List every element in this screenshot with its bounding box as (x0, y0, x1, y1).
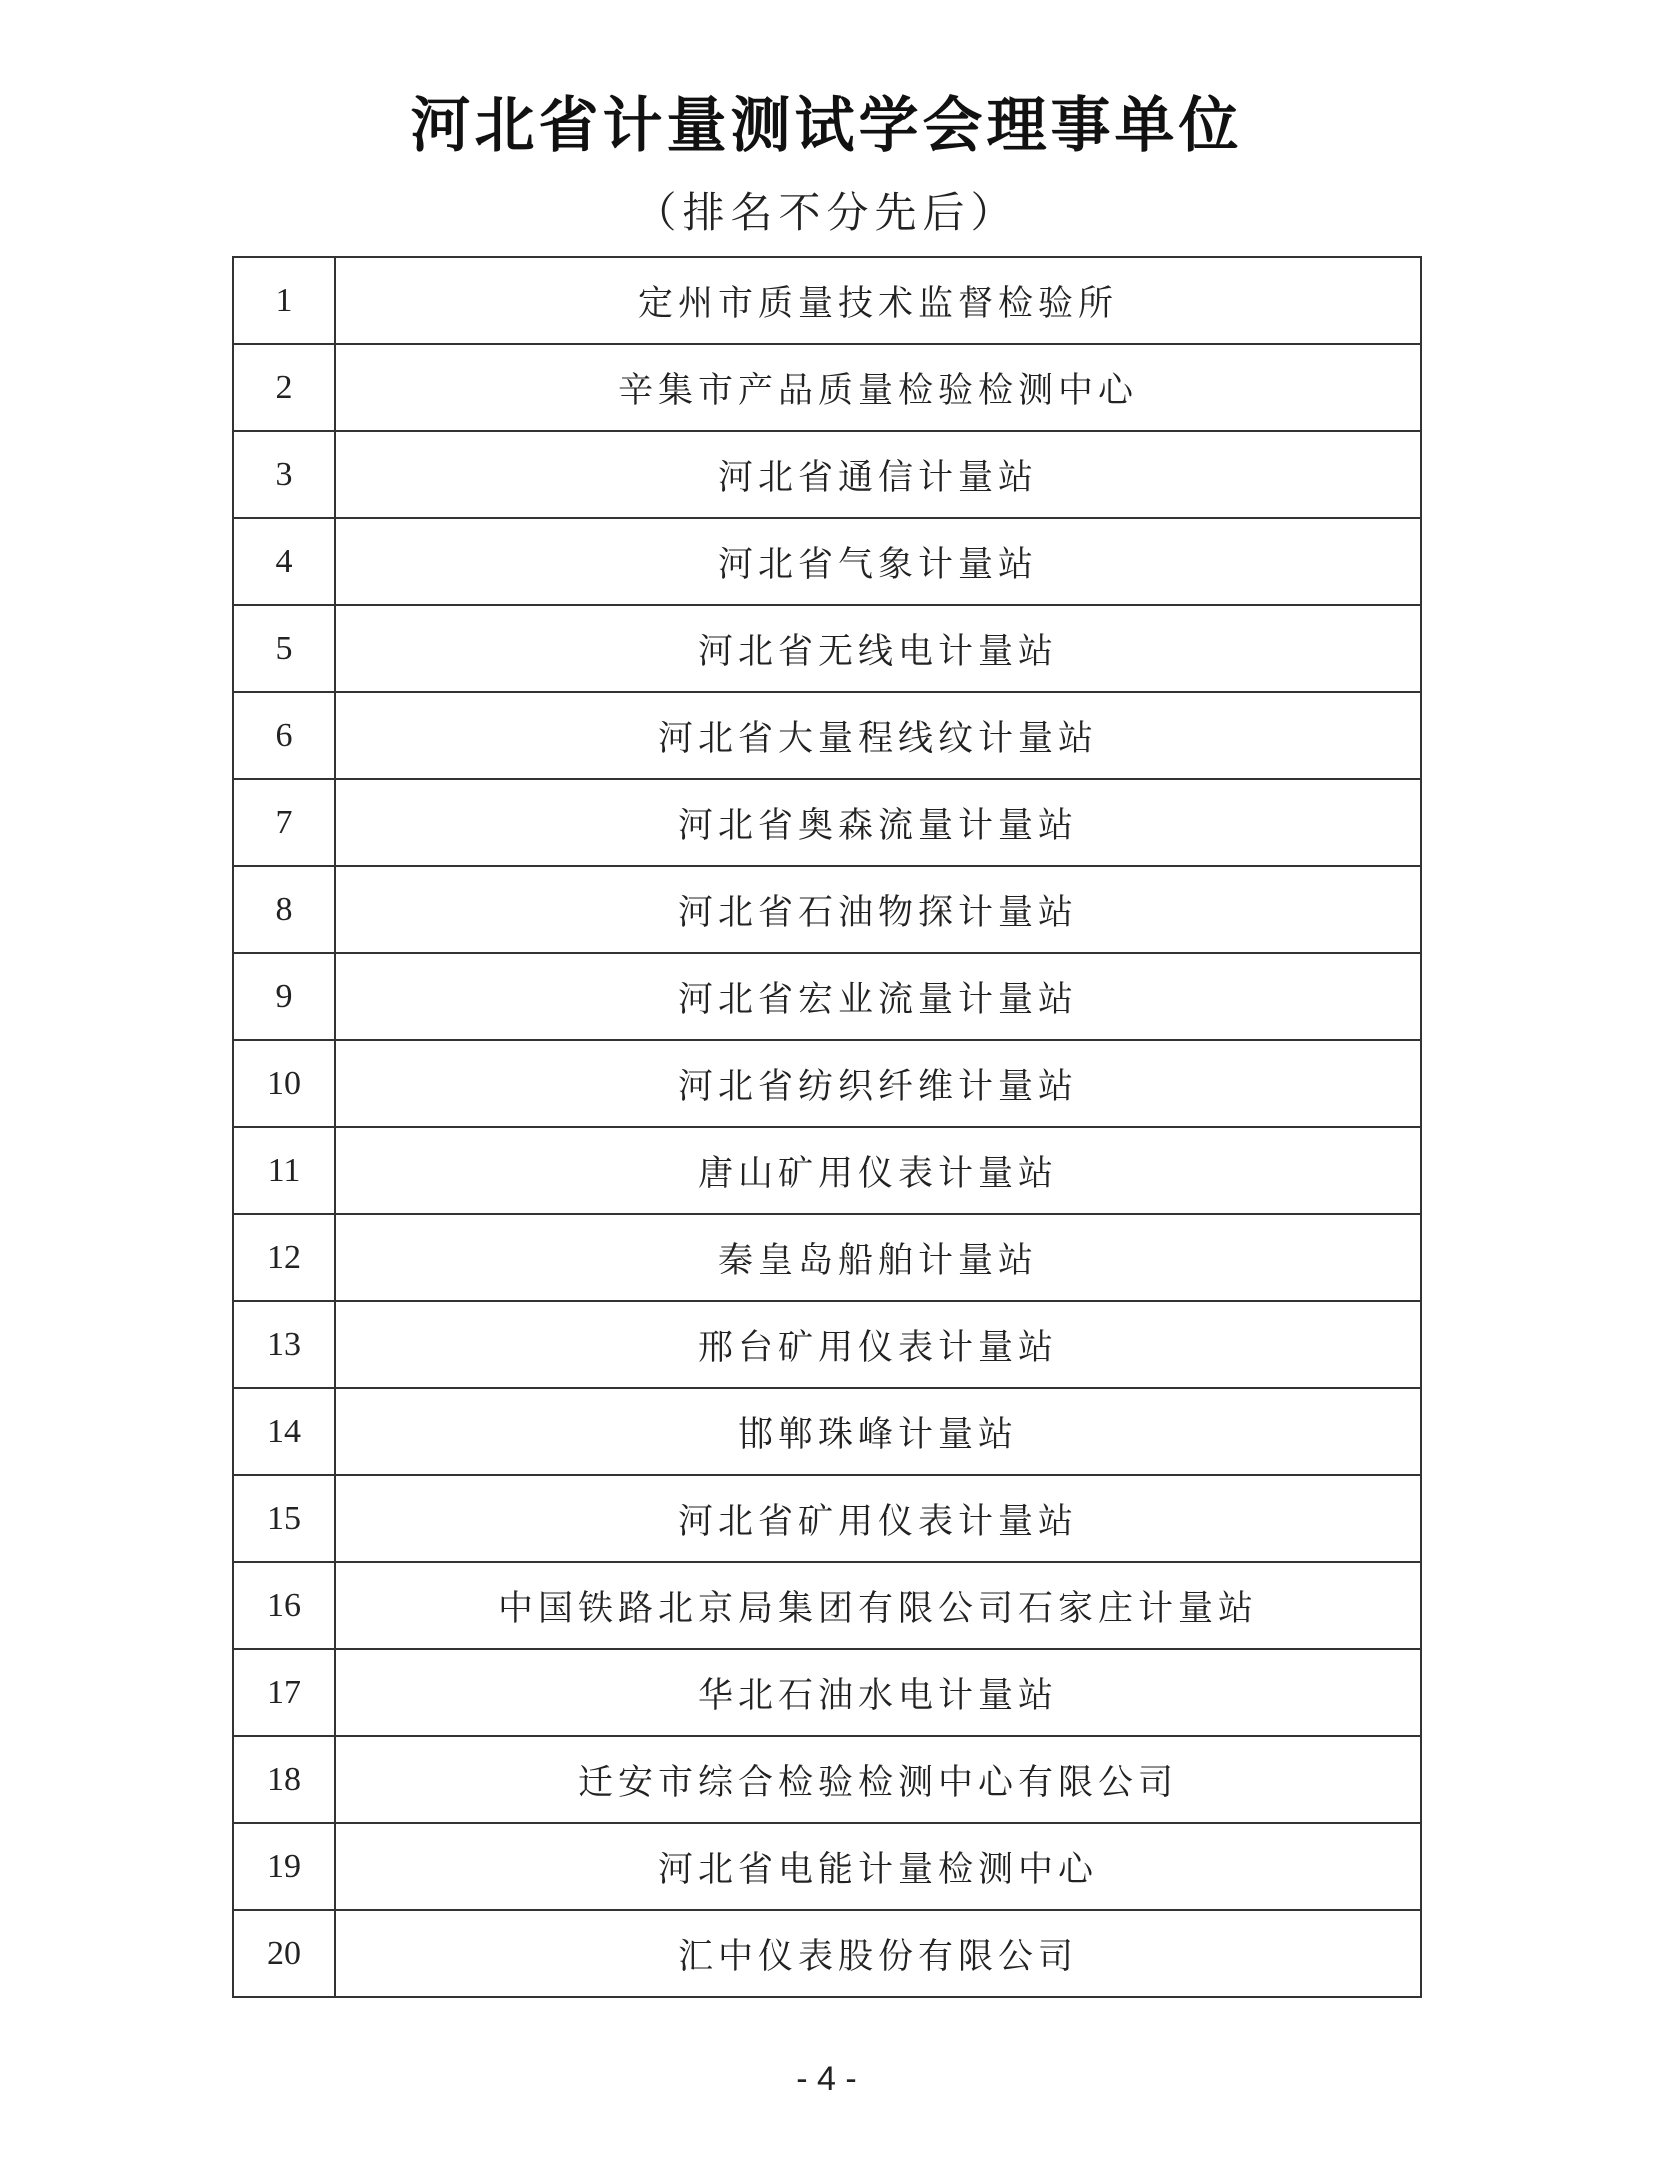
page-number: - 4 - (796, 2060, 857, 2098)
row-number: 20 (233, 1910, 335, 1997)
unit-name: 辛集市产品质量检验检测中心 (335, 344, 1421, 431)
table-row (233, 1562, 1421, 1649)
row-number: 3 (233, 431, 335, 518)
row-number: 11 (233, 1127, 335, 1214)
row-number: 5 (233, 605, 335, 692)
table-row (233, 1649, 1421, 1736)
unit-name: 邯郸珠峰计量站 (335, 1388, 1421, 1475)
unit-name: 河北省大量程线纹计量站 (335, 692, 1421, 779)
row-number: 12 (233, 1214, 335, 1301)
row-number: 6 (233, 692, 335, 779)
unit-name: 河北省矿用仪表计量站 (335, 1475, 1421, 1562)
table-row (233, 1040, 1421, 1127)
table-row (233, 344, 1421, 431)
unit-name: 河北省电能计量检测中心 (335, 1823, 1421, 1910)
table-row (233, 1823, 1421, 1910)
row-number: 2 (233, 344, 335, 431)
row-number: 18 (233, 1736, 335, 1823)
table-row (233, 1301, 1421, 1388)
unit-name: 河北省石油物探计量站 (335, 866, 1421, 953)
unit-name: 河北省纺织纤维计量站 (335, 1040, 1421, 1127)
row-number: 10 (233, 1040, 335, 1127)
table-row (233, 257, 1421, 344)
table-row (233, 1388, 1421, 1475)
row-number: 13 (233, 1301, 335, 1388)
row-number: 17 (233, 1649, 335, 1736)
table-row (233, 692, 1421, 779)
page-subtitle: （排名不分先后） (634, 188, 1019, 237)
row-number: 8 (233, 866, 335, 953)
table-row (233, 1475, 1421, 1562)
unit-name: 唐山矿用仪表计量站 (335, 1127, 1421, 1214)
unit-name: 汇中仪表股份有限公司 (335, 1910, 1421, 1997)
row-number: 19 (233, 1823, 335, 1910)
table-row (233, 779, 1421, 866)
unit-name: 秦皇岛船舶计量站 (335, 1214, 1421, 1301)
table-row (233, 866, 1421, 953)
unit-name: 定州市质量技术监督检验所 (335, 257, 1421, 344)
member-units-table (232, 256, 1422, 1998)
unit-name: 河北省宏业流量计量站 (335, 953, 1421, 1040)
table-row (233, 1214, 1421, 1301)
table-row (233, 953, 1421, 1040)
table-row (233, 518, 1421, 605)
row-number: 15 (233, 1475, 335, 1562)
row-number: 9 (233, 953, 335, 1040)
unit-name: 迁安市综合检验检测中心有限公司 (335, 1736, 1421, 1823)
row-number: 1 (233, 257, 335, 344)
table-row (233, 431, 1421, 518)
table-row (233, 1910, 1421, 1997)
unit-name: 河北省奥森流量计量站 (335, 779, 1421, 866)
table-row (233, 605, 1421, 692)
unit-name: 河北省无线电计量站 (335, 605, 1421, 692)
row-number: 14 (233, 1388, 335, 1475)
unit-name: 邢台矿用仪表计量站 (335, 1301, 1421, 1388)
row-number: 7 (233, 779, 335, 866)
row-number: 16 (233, 1562, 335, 1649)
unit-name: 河北省气象计量站 (335, 518, 1421, 605)
unit-name: 华北石油水电计量站 (335, 1649, 1421, 1736)
table-row (233, 1736, 1421, 1823)
row-number: 4 (233, 518, 335, 605)
unit-name: 中国铁路北京局集团有限公司石家庄计量站 (335, 1562, 1421, 1649)
unit-name: 河北省通信计量站 (335, 431, 1421, 518)
page-title: 河北省计量测试学会理事单位 (410, 91, 1243, 161)
table-row (233, 1127, 1421, 1214)
table-body (233, 257, 1421, 1997)
